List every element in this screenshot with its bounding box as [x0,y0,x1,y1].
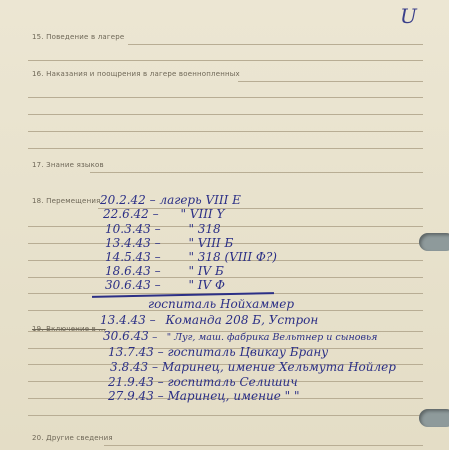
work-date: 21.9.43 [108,375,154,389]
field-20-label: 20. Другие сведения [32,434,113,442]
rule-line [90,172,423,173]
punch-hole [419,233,449,251]
work-place: госпиталь Цвикау Брану [167,345,329,359]
transfer-entry: 14.5.43 – " 318 (VIII Ф?) [105,250,277,264]
work-date: 30.6.43 [103,329,149,343]
transfer-date: 20.2.42 [100,193,146,207]
work-place: " Луг, маш. фабрика Вельтнер и сыновья [166,332,378,343]
transfer-entry: 22.6.42 – " VIII Y [103,207,225,221]
transfer-place: " IV Ф [188,278,225,292]
transfer-date: 18.6.43 [105,264,151,278]
rule-line [238,81,423,82]
transfer-place: " VIII Y [180,207,225,221]
transfer-entry: 18.6.43 – " IV Б [105,264,224,278]
hospital-line: госпиталь Нойхаммер [148,297,295,311]
work-date: 13.4.43 [100,313,146,327]
field-16-label: 16. Наказания и поощрения в лагере военнопленных [32,70,240,78]
rule-line [104,445,423,446]
transfer-entry: 20.2.42 – лагерь VIII E [100,193,241,207]
work-date: 3.8.43 [110,360,149,374]
transfer-date: 13.4.43 [105,236,151,250]
field-17-label: 17. Знание языков [32,161,104,169]
rule-line [28,226,423,227]
rule-line [28,114,423,115]
transfer-place: " VIII Б [188,236,234,250]
rule-line [28,415,423,416]
work-entry: 13.7.43 – госпиталь Цвикау Брану [108,345,329,359]
work-entry: 30.6.43 – " Луг, маш. фабрика Вельтнер и сыновья [103,329,378,343]
work-entry: 3.8.43 – Маринец, имение Хельмута Нойлер [110,360,396,374]
transfer-place: лагерь VIII E [159,193,241,207]
transfer-date: 10.3.43 [105,222,151,236]
work-date: 13.7.43 [108,345,154,359]
work-entry: 27.9.43 – Маринец, имение " " [108,389,300,403]
work-place: Маринец, имение " " [167,389,300,403]
field-19-label: 19. Включение в ... [32,325,106,333]
transfer-date: 22.6.42 [103,207,149,221]
rule-line [28,131,423,132]
work-entry: 21.9.43 – госпиталь Селишич [108,375,298,389]
work-place: госпиталь Селишич [167,375,298,389]
work-place: Маринец, имение Хельмута Нойлер [161,360,396,374]
rule-line [28,277,423,278]
transfer-place: " 318 [188,222,221,236]
rule-line [128,44,423,45]
field-18-label: 18. Перемещения [32,197,101,205]
rule-line [28,97,423,98]
transfer-date: 14.5.43 [105,250,151,264]
work-date: 27.9.43 [108,389,154,403]
corner-handwritten-mark: U [400,4,417,28]
transfer-entry: 13.4.43 – " VIII Б [105,236,234,250]
transfer-entry: 30.6.43 – " IV Ф [105,278,225,292]
rule-line [28,148,423,149]
punch-hole [419,409,449,427]
rule-line [28,60,423,61]
field-15-label: 15. Поведение в лагере [32,33,125,41]
work-entry: 13.4.43 – Команда 208 Б, Устрон [100,313,319,327]
transfer-place: " IV Б [188,264,224,278]
transfer-date: 30.6.43 [105,278,151,292]
transfer-place: " 318 (VIII Ф?) [188,250,277,264]
work-place: Команда 208 Б, Устрон [165,313,319,327]
transfer-entry: 10.3.43 – " 318 [105,222,221,236]
